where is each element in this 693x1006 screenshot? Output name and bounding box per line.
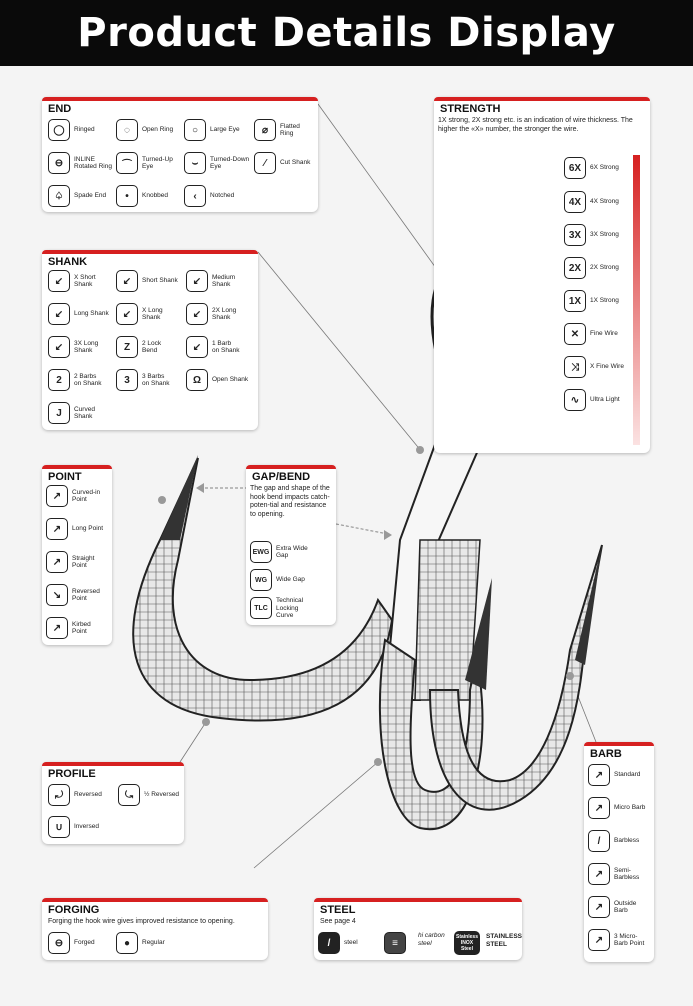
barb-title: BARB (590, 748, 622, 760)
open-ring-icon: ◌ (116, 119, 138, 141)
inline-rotated-ring-icon: ⊖ (48, 152, 70, 174)
shank-panel (42, 250, 258, 430)
profile-item-half-reversed: ⤿ ½ Reversed (118, 784, 190, 806)
point-item-long: ↗ Long Point (46, 518, 108, 540)
end-title: END (48, 103, 72, 115)
point-item-reversed: ↘ Reversed Point (46, 584, 108, 606)
kirbed-point-icon: ↗ (46, 617, 68, 639)
gap-title: GAP/BEND (252, 471, 311, 483)
barb-item-outside: ↗ Outside Barb (588, 896, 650, 918)
ringed-eye-icon: ◯ (48, 119, 70, 141)
shank-header-bar (42, 250, 258, 254)
barb-item-micro: ↗ Micro Barb (588, 797, 650, 819)
strength-item-x-fine: ⤨ X Fine Wire (564, 356, 636, 378)
micro-barb-icon: ↗ (588, 797, 610, 819)
end-item-knobbed: • Knobbed (116, 185, 188, 207)
3x-long-shank-icon: ↙ (48, 336, 70, 358)
point-item-kirbed: ↗ Kirbed Point (46, 617, 108, 639)
gap-item-wg: WG Wide Gap (250, 569, 326, 591)
1-barb-on-shank-icon: ↙ (186, 336, 208, 358)
2-barbs-on-shank-icon: 2 (48, 369, 70, 391)
strength-item-fine: ✕ Fine Wire (564, 323, 636, 345)
gap-header-bar (246, 465, 336, 469)
steel-item-hi-carbon (414, 932, 448, 947)
6x-strong-icon: 6X (564, 157, 586, 179)
strength-item-2x: 2X 2X Strong (564, 257, 636, 279)
flatted-ring-icon: ⌀ (254, 119, 276, 141)
long-shank-icon: ↙ (48, 303, 70, 325)
steel-panel (314, 898, 522, 960)
forging-header-bar (42, 898, 268, 902)
short-shank-icon: ↙ (116, 270, 138, 292)
forging-description: Forging the hook wire gives improved resistance to opening. (48, 918, 235, 925)
open-shank-icon: Ω (186, 369, 208, 391)
barb-item-semi-barbless: ↗ Semi- Barbless (588, 863, 650, 885)
steel-item-inox (454, 931, 480, 955)
x-long-shank-icon: ↙ (116, 303, 138, 325)
shank-item-open: Ω Open Shank (186, 369, 258, 391)
steel-title: STEEL (320, 904, 356, 916)
1x-strong-icon: 1X (564, 290, 586, 312)
barbless-icon: / (588, 830, 610, 852)
point-item-curved-in: ↗ Curved-in Point (46, 485, 108, 507)
steel-logo-icon: ≡ (384, 932, 406, 954)
barb-item-standard: ↗ Standard (588, 764, 650, 786)
profile-item-inversed: ∪ Inversed (48, 816, 120, 838)
end-item-large-eye: ○ Large Eye (184, 119, 256, 141)
reversed-profile-icon: ⤾ (48, 784, 70, 806)
end-item-flatted-ring: ⌀ Flatted Ring (254, 119, 326, 141)
spade-end-icon: ♤ (48, 185, 70, 207)
large-eye-icon: ○ (184, 119, 206, 141)
steel-header-bar (314, 898, 522, 902)
gap-item-ewg: EWG Extra Wide Gap (250, 541, 326, 563)
inversed-profile-icon: ∪ (48, 816, 70, 838)
shank-item-medium: ↙ Medium Shank (186, 270, 258, 292)
x-fine-wire-icon: ⤨ (564, 356, 586, 378)
shank-item-short: ↙ Short Shank (116, 270, 188, 292)
gap-description: The gap and shape of the hook bend impacts catch-poten-tial and resistance to opening. (250, 485, 330, 518)
medium-shank-icon: ↙ (186, 270, 208, 292)
strength-panel (434, 97, 650, 453)
shank-item-curved: J Curved Shank (48, 402, 120, 424)
2x-strong-icon: 2X (564, 257, 586, 279)
end-item-turned-up: ⌒ Turned-Up Eye (116, 152, 188, 174)
3x-strong-icon: 3X (564, 224, 586, 246)
hook-barb-right (575, 545, 602, 665)
steel-item-vanadium: / steel (318, 932, 368, 954)
extra-wide-gap-icon: EWG (250, 541, 272, 563)
profile-item-reversed: ⤾ Reversed (48, 784, 120, 806)
end-panel (42, 97, 318, 212)
half-reversed-profile-icon: ⤿ (118, 784, 140, 806)
forging-item-forged: ⊖ Forged (48, 932, 120, 954)
barb-panel (584, 742, 654, 962)
turned-up-eye-icon: ⌒ (116, 152, 138, 174)
profile-panel (42, 762, 184, 844)
outside-barb-icon: ↗ (588, 896, 610, 918)
regular-icon: ● (116, 932, 138, 954)
x-short-shank-icon: ↙ (48, 270, 70, 292)
gap-item-tlc: TLC Technical Locking Curve (250, 597, 326, 620)
3-barbs-on-shank-icon: 3 (116, 369, 138, 391)
shank-item-1-barb: ↙ 1 Barb on Shank (186, 336, 258, 358)
knobbed-icon: • (116, 185, 138, 207)
shank-item-3-barbs: 3 3 Barbs on Shank (116, 369, 188, 391)
stainless-steel-icon: STAINLESS STEEL (486, 933, 522, 948)
3-micro-barb-point-icon: ↗ (588, 929, 610, 951)
point-title: POINT (48, 471, 82, 483)
long-point-icon: ↗ (46, 518, 68, 540)
shank-item-long: ↙ Long Shank (48, 303, 120, 325)
page-title: Product Details Display (77, 10, 616, 56)
gap-bend-panel (246, 465, 336, 625)
2x-long-shank-icon: ↙ (186, 303, 208, 325)
barb-item-barbless: / Barbless (588, 830, 650, 852)
strength-item-3x: 3X 3X Strong (564, 224, 636, 246)
barb-item-3-micro: ↗ 3 Micro- Barb Point (588, 929, 650, 951)
strength-item-4x: 4X 4X Strong (564, 191, 636, 213)
shank-item-2-barbs: 2 2 Barbs on Shank (48, 369, 120, 391)
strength-item-ultra-light: ∿ Ultra Light (564, 389, 636, 411)
technical-locking-curve-icon: TLC (250, 597, 272, 619)
shank-item-2-lock: Z 2 Lock Bend (116, 336, 188, 358)
strength-title: STRENGTH (440, 103, 501, 115)
end-item-ringed: ◯ Ringed (48, 119, 120, 141)
strength-item-1x: 1X 1X Strong (564, 290, 636, 312)
ultra-light-icon: ∿ (564, 389, 586, 411)
fine-wire-icon: ✕ (564, 323, 586, 345)
strength-header-bar (434, 97, 650, 101)
steel-item-logo (384, 932, 406, 954)
point-header-bar (42, 465, 112, 469)
curved-shank-icon: J (48, 402, 70, 424)
cut-shank-icon: ⁄ (254, 152, 276, 174)
end-header-bar (42, 97, 318, 101)
shank-title: SHANK (48, 256, 88, 268)
end-item-spade: ♤ Spade End (48, 185, 120, 207)
steel-description: See page 4 (320, 918, 356, 925)
turned-down-eye-icon: ⌣ (184, 152, 206, 174)
4x-strong-icon: 4X (564, 191, 586, 213)
hi-carbon-steel-icon: hi carbon steel (418, 932, 445, 947)
end-item-inline: ⊖ INLINE Rotated Ring (48, 152, 120, 174)
straight-point-icon: ↗ (46, 551, 68, 573)
point-panel (42, 465, 112, 645)
forging-item-regular: ● Regular (116, 932, 188, 954)
inox-steel-icon: Stainless INOX Steel (454, 931, 480, 955)
2-lock-bend-icon: Z (116, 336, 138, 358)
forging-panel (42, 898, 268, 960)
vanadium-steel-icon: / (318, 932, 340, 954)
strength-item-6x: 6X 6X Strong (564, 157, 636, 179)
standard-barb-icon: ↗ (588, 764, 610, 786)
end-item-turned-down: ⌣ Turned-Down Eye (184, 152, 256, 174)
forged-icon: ⊖ (48, 932, 70, 954)
profile-header-bar (42, 762, 184, 766)
end-item-cut-shank: ⁄ Cut Shank (254, 152, 326, 174)
profile-title: PROFILE (48, 768, 96, 780)
point-item-straight: ↗ Straight Point (46, 551, 108, 573)
wide-gap-icon: WG (250, 569, 272, 591)
reversed-point-icon: ↘ (46, 584, 68, 606)
end-item-notched: ‹ Notched (184, 185, 256, 207)
shank-item-3x-long: ↙ 3X Long Shank (48, 336, 120, 358)
shank-item-2x-long: ↙ 2X Long Shank (186, 303, 258, 325)
notched-icon: ‹ (184, 185, 206, 207)
barb-header-bar (584, 742, 654, 746)
shank-item-x-long: ↙ X Long Shank (116, 303, 188, 325)
strength-description: 1X strong, 2X strong etc. is an indication of wire thickness. The higher the «X» number, the stronger the wire. (438, 117, 633, 133)
curved-in-point-icon: ↗ (46, 485, 68, 507)
end-item-open-ring: ◌ Open Ring (116, 119, 188, 141)
semi-barbless-icon: ↗ (588, 863, 610, 885)
shank-item-x-short: ↙ X Short Shank (48, 270, 120, 292)
steel-item-stainless (486, 933, 522, 948)
forging-title: FORGING (48, 904, 100, 916)
